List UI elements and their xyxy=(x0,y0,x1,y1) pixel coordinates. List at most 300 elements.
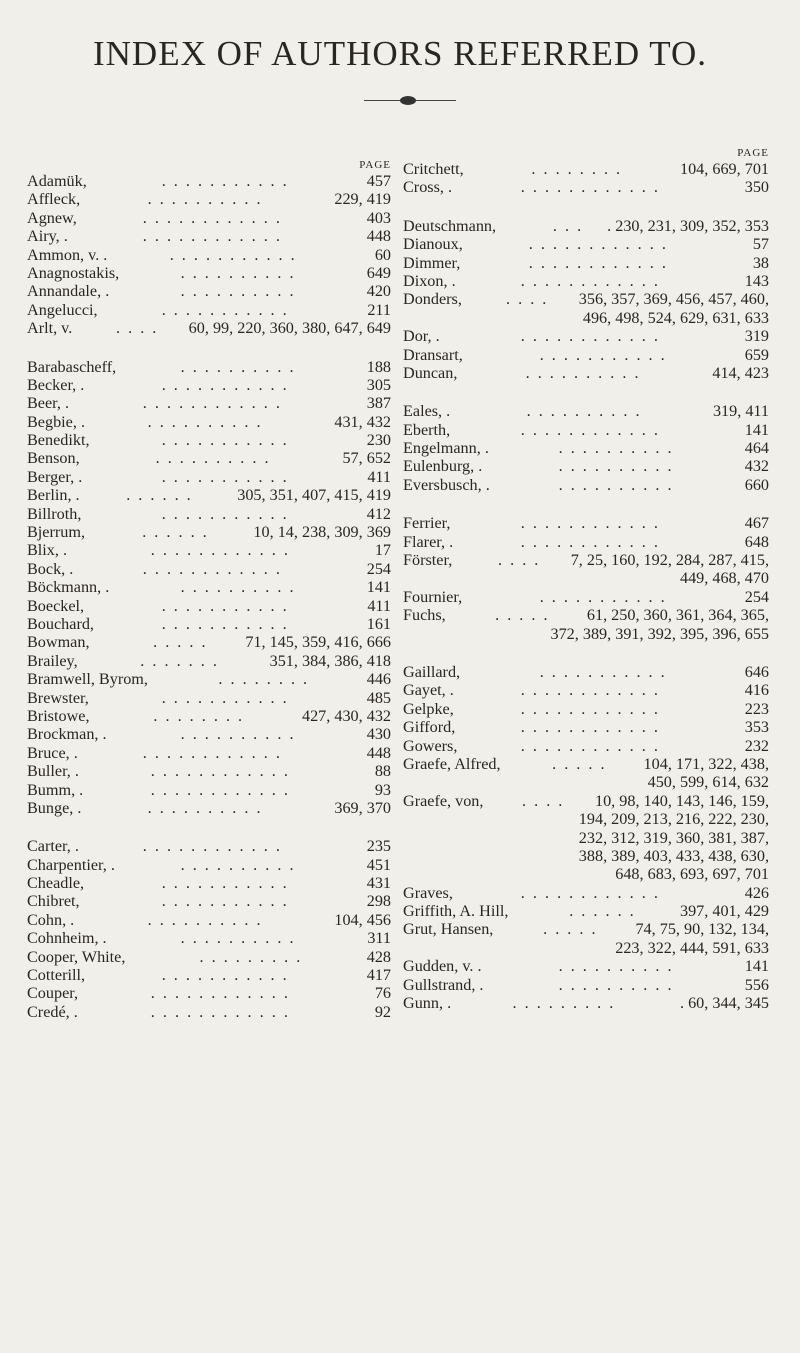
leader-dots: . . . . . . . . . . . . xyxy=(520,514,660,533)
page-references: 17 xyxy=(374,541,391,560)
index-entry-line xyxy=(403,346,769,364)
page-references: . 230, 231, 309, 352, 353 xyxy=(607,216,769,235)
index-entry xyxy=(403,402,769,420)
author-name: Credé, . xyxy=(27,1002,78,1021)
leader-dots: . . . . . . . . . . xyxy=(180,263,296,282)
leader-dots: . . . . . . . . . . . xyxy=(161,892,289,911)
page-references: 211 xyxy=(367,300,391,319)
page-references: 467 xyxy=(744,514,769,533)
leader-dots: . . . . . . . . . . . xyxy=(161,172,289,190)
ornamental-rule-center xyxy=(400,96,416,105)
index-entry xyxy=(403,457,769,475)
author-name: Bunge, . xyxy=(27,798,82,817)
index-entry xyxy=(403,254,769,272)
index-entry-line xyxy=(403,755,769,773)
page-references: 71, 145, 359, 416, 666 xyxy=(245,633,391,652)
index-entry-line xyxy=(27,209,391,227)
page-references: 432 xyxy=(744,457,769,476)
index-entry-line xyxy=(403,235,769,253)
index-entry-line xyxy=(27,227,391,245)
index-entry-continuation xyxy=(403,865,769,883)
author-name: Adamük, xyxy=(27,172,87,190)
index-entry-line xyxy=(27,762,391,780)
leader-dots: . . . . . . . . . . xyxy=(558,457,674,476)
index-letter-group xyxy=(403,160,769,197)
index-entry xyxy=(27,282,391,300)
page-references: 141 xyxy=(744,957,769,976)
author-name: Bristowe, xyxy=(27,706,90,725)
page-references: 298 xyxy=(366,892,391,911)
index-letter-group xyxy=(27,837,391,1021)
leader-dots: . . . . . . . . . . xyxy=(558,957,674,976)
author-name: Cohn, . xyxy=(27,910,75,929)
leader-dots: . . . . . . . . . . . . xyxy=(520,420,660,439)
author-name: Griffith, A. Hill, xyxy=(403,902,509,921)
index-entry-line xyxy=(27,413,391,431)
author-name: Berlin, . xyxy=(27,486,80,505)
page-references: 457 xyxy=(366,172,391,190)
index-entry xyxy=(403,217,769,235)
page-references: 356, 357, 369, 456, 457, 460, xyxy=(578,290,769,309)
index-entry xyxy=(403,439,769,457)
leader-dots: . . . . . . . . . . . xyxy=(161,874,289,893)
page-references: 57 xyxy=(752,235,769,254)
index-entry xyxy=(27,468,391,486)
index-entry xyxy=(403,272,769,290)
author-name: Förster, xyxy=(403,551,453,570)
author-name: Graves, xyxy=(403,883,453,902)
index-entry xyxy=(27,781,391,799)
page-references: 10, 14, 238, 309, 369 xyxy=(253,523,391,542)
index-entry-line xyxy=(403,160,769,178)
page-references: 351, 384, 386, 418 xyxy=(269,651,391,670)
leader-dots: . . . . . . . . . xyxy=(512,994,616,1013)
index-entry-line xyxy=(403,792,769,810)
page-references: 311 xyxy=(367,929,391,948)
index-entry-line xyxy=(27,911,391,929)
page-references: 427, 430, 432 xyxy=(301,706,391,725)
index-letter-group xyxy=(403,514,769,643)
page-references: 417 xyxy=(366,966,391,985)
leader-dots: . . . . . . . . . . . . xyxy=(520,271,660,290)
leader-dots: . . . . . . . . . . xyxy=(558,975,674,994)
author-name: Gullstrand, . xyxy=(403,975,484,994)
index-entry-line xyxy=(403,178,769,196)
index-entry xyxy=(27,264,391,282)
leader-dots: . . . . . . . . . . . . xyxy=(520,736,660,755)
index-entry xyxy=(27,744,391,762)
index-entry xyxy=(27,190,391,208)
page-references: 420 xyxy=(366,282,391,301)
leader-dots: . . . . . . . . xyxy=(531,160,623,178)
index-entry-continuation xyxy=(403,773,769,791)
author-name: Dianoux, xyxy=(403,235,463,254)
author-name: Affleck, xyxy=(27,190,81,209)
index-letter-group xyxy=(403,217,769,383)
author-name: Bruce, . xyxy=(27,743,78,762)
page-references: 188 xyxy=(366,357,391,376)
author-name: Flarer, . xyxy=(403,532,454,551)
index-entry xyxy=(403,421,769,439)
index-entry xyxy=(403,178,769,196)
page-references: 388, 389, 403, 433, 438, 630, xyxy=(578,846,769,865)
author-name: Dransart, xyxy=(403,345,463,364)
author-name: Barabascheff, xyxy=(27,357,117,376)
page-references: 74, 75, 90, 132, 134, xyxy=(635,920,769,939)
leader-dots: . . . . . . . . . . . . xyxy=(528,235,668,254)
leader-dots: . . . . xyxy=(506,290,549,309)
index-entry xyxy=(27,319,391,337)
index-entry xyxy=(403,718,769,736)
index-entry xyxy=(27,578,391,596)
index-entry-line xyxy=(403,476,769,494)
index-entry-line xyxy=(27,505,391,523)
index-entry-continuation xyxy=(403,569,769,587)
index-entry-line xyxy=(27,172,391,190)
leader-dots: . . . . . . . . . . . . xyxy=(528,253,668,272)
author-name: Ammon, v. . xyxy=(27,245,108,264)
index-entry-line xyxy=(27,689,391,707)
index-entry-line xyxy=(403,254,769,272)
index-entry-line xyxy=(403,272,769,290)
page-references: 448 xyxy=(366,743,391,762)
index-entry-line xyxy=(27,615,391,633)
page-references: 464 xyxy=(744,439,769,458)
index-entry-continuation xyxy=(403,625,769,643)
page-references: 416 xyxy=(744,681,769,700)
index-entry xyxy=(27,449,391,467)
page-references: 143 xyxy=(744,271,769,290)
index-entry-line xyxy=(27,376,391,394)
leader-dots: . . . . . . . . . . xyxy=(180,725,296,744)
author-name: Chibret, xyxy=(27,892,80,911)
index-entry xyxy=(27,892,391,910)
page-references: 61, 250, 360, 361, 364, 365, xyxy=(586,606,769,625)
page-references: 428 xyxy=(366,947,391,966)
author-name: Graefe, von, xyxy=(403,791,484,810)
index-entry-line xyxy=(27,578,391,596)
author-name: Gaillard, xyxy=(403,662,461,681)
index-entry-line xyxy=(27,744,391,762)
author-name: Brockman, . xyxy=(27,725,107,744)
author-name: Böckmann, . xyxy=(27,578,110,597)
author-name: Billroth, xyxy=(27,504,82,523)
leader-dots: . . . . . . . . . . . xyxy=(539,662,667,681)
index-entry xyxy=(27,541,391,559)
leader-dots: . . . . . . . . . . . . xyxy=(520,681,660,700)
leader-dots: . . . . . . . . . . xyxy=(180,855,296,874)
author-name: Bouchard, xyxy=(27,614,94,633)
leader-dots: . . . . . . . . . . . xyxy=(161,431,289,450)
page-references: 93 xyxy=(374,780,391,799)
author-name: Carter, . xyxy=(27,837,79,856)
page-references: 319, 411 xyxy=(712,402,769,421)
leader-dots: . . . . . . . . . . . . xyxy=(142,394,282,413)
index-entry xyxy=(27,670,391,688)
leader-dots: . . . . . . . . . . . . xyxy=(142,227,282,246)
author-name: Gifford, xyxy=(403,718,456,737)
leader-dots: . . . . . . . xyxy=(140,651,219,670)
author-name: Brailey, xyxy=(27,651,78,670)
index-entry-line xyxy=(27,633,391,651)
index-entry-line xyxy=(27,837,391,855)
index-entry-line xyxy=(27,948,391,966)
index-entry xyxy=(27,652,391,670)
index-entry xyxy=(403,902,769,920)
leader-dots: . . . . . . . . . . xyxy=(147,910,263,929)
index-entry xyxy=(27,707,391,725)
index-entry xyxy=(403,920,769,957)
page-references: 88 xyxy=(374,762,391,781)
author-name: Gayet, . xyxy=(403,681,454,700)
author-name: Boeckel, xyxy=(27,596,85,615)
page-references: 254 xyxy=(366,559,391,578)
author-name: Couper, xyxy=(27,984,79,1003)
leader-dots: . . . . . . . . . . . . xyxy=(142,208,282,227)
index-entry-line xyxy=(27,892,391,910)
index-entry-line xyxy=(27,560,391,578)
page-references: 496, 498, 524, 629, 631, 633 xyxy=(582,308,769,327)
page-references: 426 xyxy=(744,883,769,902)
author-name: Berger, . xyxy=(27,467,83,486)
author-name: Gowers, xyxy=(403,736,458,755)
index-entry xyxy=(27,725,391,743)
page-references: 230 xyxy=(366,431,391,450)
author-name: Bock, . xyxy=(27,559,74,578)
index-entry-line xyxy=(27,597,391,615)
author-name: Charpentier, . xyxy=(27,855,115,874)
index-entry-line xyxy=(403,588,769,606)
page-references: 411 xyxy=(367,596,391,615)
leader-dots: . . . . . . xyxy=(126,486,193,505)
page-references: 430 xyxy=(366,725,391,744)
leader-dots: . . . . . . . . . . . xyxy=(161,375,289,394)
author-name: Cross, . xyxy=(403,178,453,197)
index-entry xyxy=(27,358,391,376)
page-references: 649 xyxy=(366,263,391,282)
index-entry-line xyxy=(27,1003,391,1021)
index-entry-line xyxy=(403,217,769,235)
leader-dots: . . . . . . . . . . xyxy=(147,190,263,209)
leader-dots: . . . . . . . . . . . xyxy=(161,300,289,319)
index-entry xyxy=(27,394,391,412)
index-entry-line xyxy=(27,301,391,319)
index-entry xyxy=(403,588,769,606)
page-references: 223, 322, 444, 591, 633 xyxy=(615,938,769,957)
index-entry-line xyxy=(27,246,391,264)
page-references: 141 xyxy=(366,578,391,597)
leader-dots: . . . . . . . . xyxy=(153,706,245,725)
index-entry xyxy=(403,957,769,975)
page-references: 397, 401, 429 xyxy=(679,902,769,921)
author-name: Benson, xyxy=(27,449,80,468)
index-entry-line xyxy=(403,700,769,718)
index-entry xyxy=(403,514,769,532)
index-entry-line xyxy=(27,652,391,670)
leader-dots: . . . . . . . . . . . . xyxy=(150,780,290,799)
index-entry-line xyxy=(27,856,391,874)
index-entry xyxy=(27,948,391,966)
author-name: Gudden, v. . xyxy=(403,957,482,976)
author-name: Bjerrum, xyxy=(27,523,85,542)
author-name: Duncan, xyxy=(403,363,458,382)
index-entry xyxy=(27,376,391,394)
page-references: 646 xyxy=(744,662,769,681)
leader-dots: . . . . . . . . . . xyxy=(525,363,641,382)
index-entry-line xyxy=(403,718,769,736)
index-entry xyxy=(27,431,391,449)
index-entry-line xyxy=(403,902,769,920)
index-entry-line xyxy=(27,449,391,467)
index-entry xyxy=(27,633,391,651)
author-name: Donders, xyxy=(403,290,462,309)
page-references: 446 xyxy=(366,670,391,689)
page-references: 431 xyxy=(366,874,391,893)
author-name: Cohnheim, . xyxy=(27,929,107,948)
leader-dots: . . . . . xyxy=(495,606,550,625)
index-entry-line xyxy=(27,394,391,412)
author-name: Beer, . xyxy=(27,394,70,413)
index-entry xyxy=(27,505,391,523)
author-name: Bowman, xyxy=(27,633,90,652)
leader-dots: . . . . . . . . . . . xyxy=(539,345,667,364)
index-entry xyxy=(27,1003,391,1021)
leader-dots: . . . . . . . . . . xyxy=(155,449,271,468)
page-references: 353 xyxy=(744,718,769,737)
author-name: Eberth, xyxy=(403,420,451,439)
page-references: 411 xyxy=(367,467,391,486)
page-references: 10, 98, 140, 143, 146, 159, xyxy=(594,791,769,810)
author-name: Cheadle, xyxy=(27,874,85,893)
index-entry-line xyxy=(403,920,769,938)
page-references: 161 xyxy=(366,614,391,633)
page-references: 57, 652 xyxy=(342,449,391,468)
index-entry-continuation xyxy=(403,829,769,847)
index-entry-continuation xyxy=(403,939,769,957)
index-entry xyxy=(403,700,769,718)
page-references: 254 xyxy=(744,587,769,606)
index-entry xyxy=(403,235,769,253)
index-entry-line xyxy=(403,737,769,755)
leader-dots: . . . . . . . . xyxy=(218,670,310,689)
leader-dots: . . . . . . . . . . . . xyxy=(520,532,660,551)
page-references: 387 xyxy=(366,394,391,413)
author-name: Bramwell, Byrom, xyxy=(27,670,148,689)
leader-dots: . . . . . . . . . . . xyxy=(161,614,289,633)
index-entry-line xyxy=(403,663,769,681)
leader-dots: . . . . . . . . . . . xyxy=(169,245,297,264)
leader-dots: . . . . . . . . . . . xyxy=(161,688,289,707)
leader-dots: . . . . . . . . . . . . xyxy=(520,178,660,197)
index-entry-line xyxy=(403,957,769,975)
index-entry-line xyxy=(403,327,769,345)
index-entry xyxy=(27,966,391,984)
page-references: 104, 456 xyxy=(334,910,391,929)
index-entry xyxy=(27,837,391,855)
index-entry-line xyxy=(403,421,769,439)
index-entry xyxy=(27,762,391,780)
index-entry xyxy=(403,606,769,643)
author-name: Angelucci, xyxy=(27,300,98,319)
index-entry-line xyxy=(403,364,769,382)
index-entry xyxy=(403,346,769,364)
author-name: Engelmann, . xyxy=(403,439,489,458)
index-entry xyxy=(27,413,391,431)
leader-dots: . . . xyxy=(552,216,584,235)
leader-dots: . . . . . . . . . . xyxy=(180,357,296,376)
author-name: Gunn, . xyxy=(403,994,452,1013)
leader-dots: . . . . . . . . . . . . xyxy=(142,559,282,578)
page-references: 648 xyxy=(744,532,769,551)
index-entry xyxy=(403,976,769,994)
page-references: 448 xyxy=(366,227,391,246)
index-entry-line xyxy=(27,282,391,300)
index-entry xyxy=(27,301,391,319)
leader-dots: . . . . xyxy=(522,791,565,810)
leader-dots: . . . . . . . . . . xyxy=(180,282,296,301)
index-entry xyxy=(403,327,769,345)
page-references: 235 xyxy=(366,837,391,856)
index-entry xyxy=(27,689,391,707)
index-entry xyxy=(403,290,769,327)
author-name: Dimmer, xyxy=(403,253,461,272)
leader-dots: . . . . . . . . . . . . xyxy=(142,837,282,856)
page-title: INDEX OF AUTHORS REFERRED TO. xyxy=(92,34,708,73)
page-references: 60, 99, 220, 360, 380, 647, 649 xyxy=(188,319,391,338)
index-entry xyxy=(27,486,391,504)
leader-dots: . . . . . . . . . . . . xyxy=(150,762,290,781)
page-references: 38 xyxy=(752,253,769,272)
index-entry-line xyxy=(27,984,391,1002)
leader-dots: . . . . . . . . . . . . xyxy=(150,541,290,560)
page-references: 659 xyxy=(744,345,769,364)
leader-dots: . . . . . . . . . . . . xyxy=(150,1002,290,1021)
page-references: 229, 419 xyxy=(334,190,391,209)
author-name: Critchett, xyxy=(403,160,464,178)
index-entry-line xyxy=(403,439,769,457)
page-references: 485 xyxy=(366,688,391,707)
index-entry-continuation xyxy=(403,309,769,327)
page-references: 450, 599, 614, 632 xyxy=(647,773,769,792)
leader-dots: . . . . . . . . . . xyxy=(147,798,263,817)
page-references: 449, 468, 470 xyxy=(679,569,769,588)
index-entry-line xyxy=(27,486,391,504)
index-entry xyxy=(27,799,391,817)
leader-dots: . . . . xyxy=(498,551,541,570)
index-column-right xyxy=(403,147,769,1032)
page-references: 7, 25, 160, 192, 284, 287, 415, xyxy=(570,551,769,570)
author-name: Benedikt, xyxy=(27,431,90,450)
page-references: 76 xyxy=(374,984,391,1003)
leader-dots: . . . . . . . . . . . xyxy=(161,504,289,523)
leader-dots: . . . . . . . . . . . . xyxy=(142,743,282,762)
index-entry xyxy=(27,597,391,615)
author-name: Fournier, xyxy=(403,587,463,606)
index-entry xyxy=(403,663,769,681)
index-entry-line xyxy=(403,681,769,699)
author-name: Agnew, xyxy=(27,208,77,227)
index-entry-line xyxy=(27,799,391,817)
page-references: 104, 669, 701 xyxy=(679,160,769,178)
index-entry-continuation xyxy=(403,810,769,828)
leader-dots: . . . . . . . . . . . . xyxy=(520,699,660,718)
index-entry-line xyxy=(403,290,769,308)
page-references: 414, 423 xyxy=(712,363,769,382)
page-references: 369, 370 xyxy=(334,798,391,817)
author-name: Brewster, xyxy=(27,688,89,707)
author-name: Becker, . xyxy=(27,375,85,394)
author-name: Eversbusch, . xyxy=(403,475,490,494)
